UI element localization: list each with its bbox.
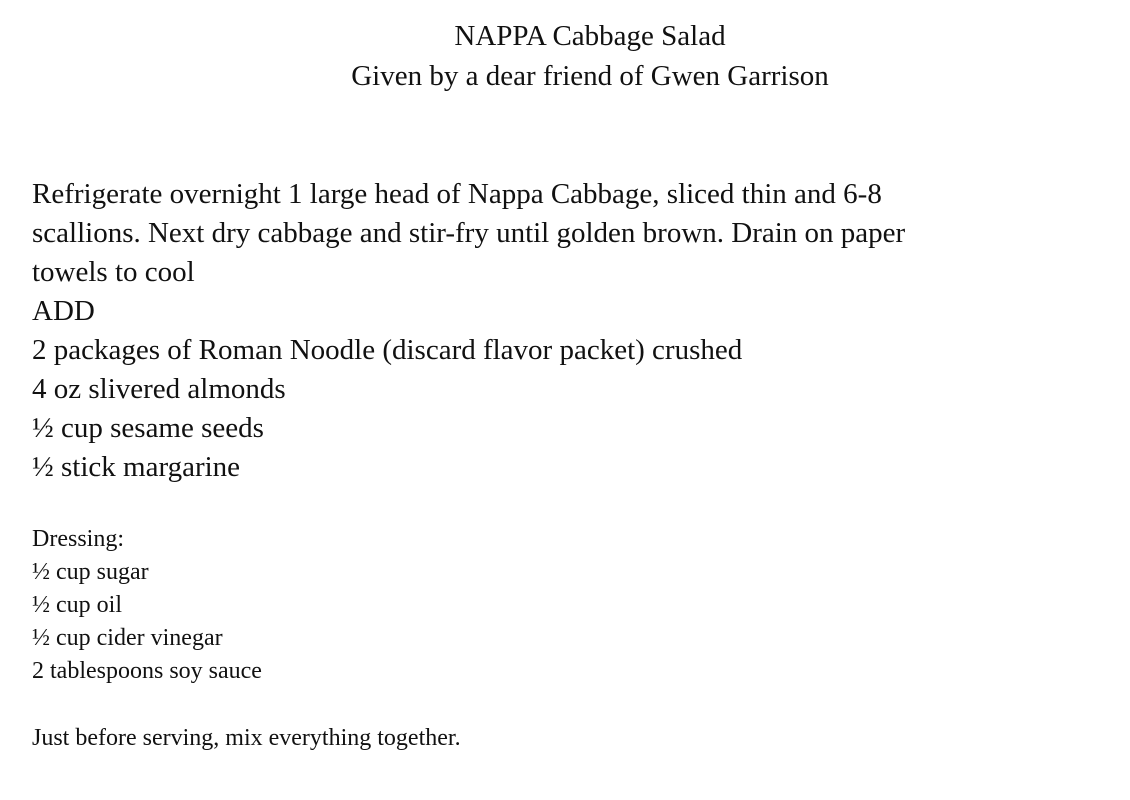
dressing-item: ½ cup oil bbox=[32, 592, 122, 618]
recipe-title: NAPPA Cabbage Salad bbox=[454, 20, 726, 52]
dressing-item: 2 tablespoons soy sauce bbox=[32, 658, 262, 684]
ingredient-item: ½ cup sesame seeds bbox=[32, 412, 264, 444]
instruction-line: Refrigerate overnight 1 large head of Nappa Cabbage, sliced thin and 6-8 bbox=[32, 178, 882, 210]
dressing-section bbox=[32, 523, 732, 688]
closing-instruction: Just before serving, mix everything together. bbox=[32, 725, 461, 751]
ingredient-item: 2 packages of Roman Noodle (discard flavor packet) crushed bbox=[32, 334, 743, 366]
add-heading: ADD bbox=[32, 295, 95, 327]
recipe-body bbox=[32, 175, 1112, 487]
dressing-item: ½ cup cider vinegar bbox=[32, 625, 223, 651]
instruction-line: towels to cool bbox=[32, 256, 195, 288]
recipe-subtitle: Given by a dear friend of Gwen Garrison bbox=[351, 60, 829, 92]
ingredient-item: ½ stick margarine bbox=[32, 451, 241, 483]
instruction-line: scallions. Next dry cabbage and stir-fry until golden brown. Drain on paper bbox=[32, 217, 906, 249]
ingredient-item: 4 oz slivered almonds bbox=[32, 373, 286, 405]
dressing-item: ½ cup sugar bbox=[32, 559, 149, 585]
dressing-heading: Dressing: bbox=[32, 526, 124, 552]
